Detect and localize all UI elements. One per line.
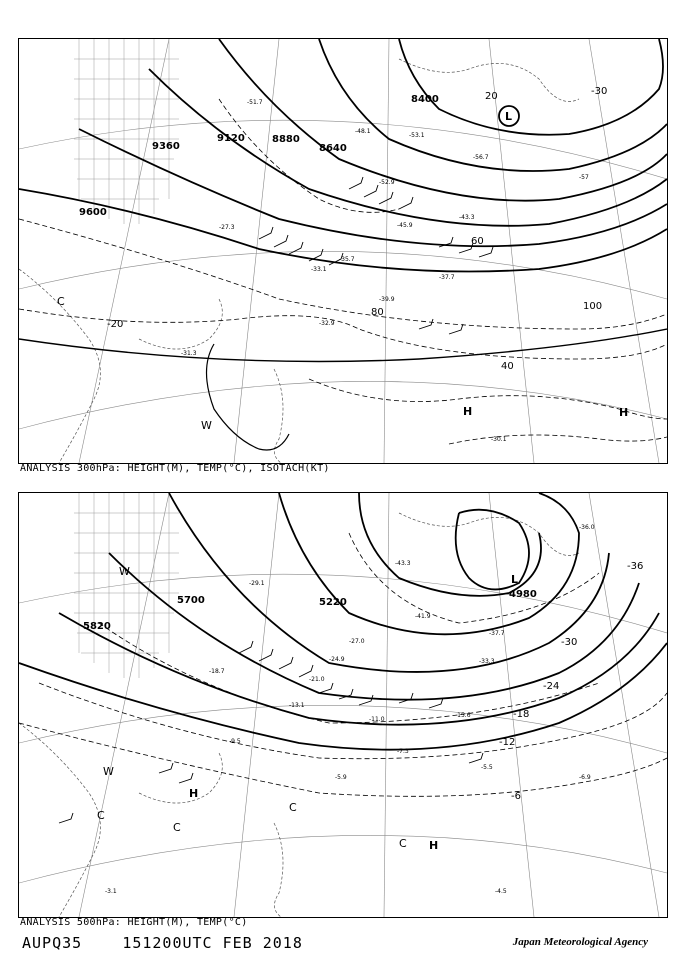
- high-marker: H: [463, 405, 473, 418]
- station-value: -35.7: [339, 256, 355, 263]
- system-marker-group: [57, 110, 628, 432]
- high-marker: H: [189, 787, 199, 800]
- chart-identifier: [22, 934, 303, 952]
- temp-label: -12: [499, 737, 516, 748]
- warm-marker: W: [201, 419, 212, 432]
- height-label: 9600: [79, 207, 107, 218]
- station-value: -27.3: [219, 224, 235, 231]
- agency-credit: Japan Meteorological Agency: [512, 936, 648, 948]
- station-value: -13.1: [289, 702, 305, 709]
- temp-label: -30: [591, 86, 608, 97]
- station-value: -52.9: [379, 179, 395, 186]
- graticule: [19, 493, 667, 917]
- isotach-label: 80: [371, 307, 384, 318]
- station-value: -37.7: [439, 274, 455, 281]
- station-value: -24.9: [329, 656, 345, 663]
- isotach-label: 40: [501, 361, 514, 372]
- station-value: -53.1: [409, 132, 425, 139]
- map-500hpa: [19, 493, 667, 917]
- warm-marker: W: [103, 765, 114, 778]
- caption-300hpa: ANALYSIS 300hPa: HEIGHT(M), TEMP(°C), ISOTACH(KT): [20, 463, 330, 474]
- station-value: -45.9: [397, 222, 413, 229]
- station-value: -57: [579, 174, 589, 181]
- station-value: -9.5: [229, 738, 241, 745]
- temp-label: -24: [543, 681, 560, 692]
- isotach-label: 100: [583, 301, 603, 312]
- cold-marker: C: [57, 295, 65, 308]
- station-value: -11.0: [369, 716, 385, 723]
- chart-500hpa: [18, 492, 668, 918]
- temp-label: -18: [513, 709, 530, 720]
- station-value: -31.3: [181, 350, 197, 357]
- low-marker: L: [511, 573, 519, 586]
- station-value: -5.5: [481, 764, 493, 771]
- station-value: -36.0: [579, 524, 595, 531]
- height-label: 8400: [411, 94, 439, 105]
- station-value: -32.9: [319, 320, 335, 327]
- station-value: -41.9: [415, 613, 431, 620]
- station-value: -33.1: [311, 266, 327, 273]
- station-value: -6.9: [579, 774, 591, 781]
- station-value: -30.1: [491, 436, 507, 443]
- warm-marker: W: [119, 565, 130, 578]
- height-label: 8880: [272, 134, 300, 145]
- valid-time: 151200UTC FEB 2018: [122, 934, 303, 952]
- wind-barbs: [59, 641, 483, 823]
- high-marker: H: [429, 839, 439, 852]
- station-value: -51.7: [247, 99, 263, 106]
- height-label: 9120: [217, 133, 245, 144]
- station-value: -43.3: [459, 214, 475, 221]
- map-300hpa: [19, 39, 667, 463]
- station-value: -4.5: [495, 888, 507, 895]
- high-marker: H: [619, 406, 629, 419]
- cold-marker: C: [97, 809, 105, 822]
- height-label: 5820: [83, 621, 111, 632]
- chart-id: AUPQ35: [22, 934, 83, 952]
- station-value: -5.9: [335, 774, 347, 781]
- temp-label: -20: [107, 319, 124, 330]
- station-value: -29.1: [249, 580, 265, 587]
- cold-marker: C: [173, 821, 181, 834]
- station-value: -56.7: [473, 154, 489, 161]
- station-value: -39.9: [379, 296, 395, 303]
- station-value: -15.6: [455, 712, 471, 719]
- isotach-label: 60: [471, 236, 484, 247]
- height-label: 8640: [319, 143, 347, 154]
- station-value: -43.3: [395, 560, 411, 567]
- caption-500hpa: ANALYSIS 500hPa: HEIGHT(M), TEMP(°C): [20, 917, 248, 928]
- isotach-label-group: [371, 91, 602, 372]
- cold-marker: C: [399, 837, 407, 850]
- station-value: -7.3: [397, 748, 409, 755]
- height-contours: [19, 39, 667, 362]
- station-value: -48.1: [355, 128, 371, 135]
- cold-marker: C: [289, 801, 297, 814]
- station-value: -27.0: [349, 638, 365, 645]
- height-label: 5220: [319, 597, 347, 608]
- coastline: [19, 59, 579, 463]
- height-contours: [19, 493, 667, 750]
- temp-label: -30: [561, 637, 578, 648]
- height-label: 4980: [509, 589, 537, 600]
- station-value: -18.7: [209, 668, 225, 675]
- low-marker: L: [505, 110, 513, 123]
- height-label: 9360: [152, 141, 180, 152]
- station-value: -33.3: [479, 658, 495, 665]
- temp-label: -6: [511, 791, 521, 802]
- height-label: 5700: [177, 595, 205, 606]
- station-value: -21.0: [309, 676, 325, 683]
- station-value: -37.7: [489, 630, 505, 637]
- chart-300hpa: [18, 38, 668, 464]
- temp-label: -36: [627, 561, 644, 572]
- isotach-label: 20: [485, 91, 498, 102]
- station-value: -3.1: [105, 888, 117, 895]
